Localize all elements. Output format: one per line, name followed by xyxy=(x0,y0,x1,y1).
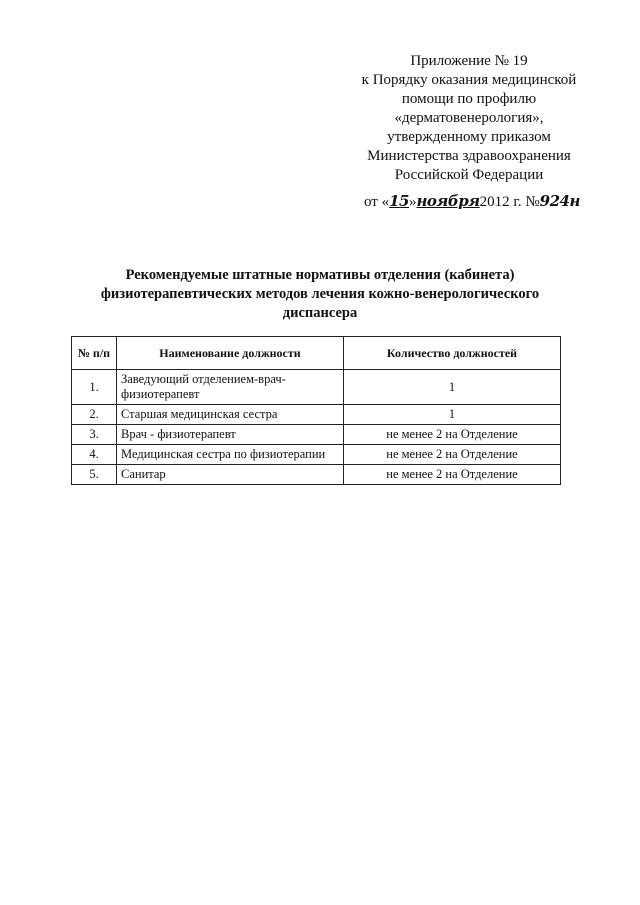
appendix-header xyxy=(340,52,598,185)
header-qty: Количество должностей xyxy=(344,337,561,370)
row-name: Медицинская сестра по физиотерапии xyxy=(117,445,344,465)
table-row xyxy=(72,425,561,445)
row-name: Санитар xyxy=(117,465,344,485)
table-row xyxy=(72,405,561,425)
title-line: физиотерапевтических методов лечения кожно-венерологического xyxy=(100,286,540,302)
order-date-number xyxy=(364,192,614,211)
header-name: Наименование должности xyxy=(117,337,344,370)
row-qty: не менее 2 на Отделение xyxy=(344,425,561,445)
row-name: Старшая медицинская сестра xyxy=(117,405,344,425)
appendix-line: Российской Федерации xyxy=(394,167,544,183)
appendix-line: «дерматовенерология», xyxy=(394,110,544,126)
table-row xyxy=(72,465,561,485)
row-qty: не менее 2 на Отделение xyxy=(344,445,561,465)
table-header-row xyxy=(72,337,561,370)
row-num: 2. xyxy=(72,405,117,425)
appendix-line: к Порядку оказания медицинской xyxy=(361,72,577,88)
title-line: диспансера xyxy=(282,305,358,321)
document-title xyxy=(70,266,570,323)
row-num: 5. xyxy=(72,465,117,485)
order-year: 2012 г. № xyxy=(479,194,540,210)
row-name: Заведующий отделением-врач-физиотерапевт xyxy=(117,370,344,405)
header-num: № п/п xyxy=(72,337,117,370)
appendix-line: утвержденному приказом xyxy=(387,129,551,145)
appendix-line: Приложение № 19 xyxy=(410,53,528,69)
row-qty: 1 xyxy=(344,370,561,405)
appendix-line: помощи по профилю xyxy=(401,91,537,107)
row-num: 3. xyxy=(72,425,117,445)
row-name: Врач - физиотерапевт xyxy=(117,425,344,445)
order-prefix: от « xyxy=(364,194,390,210)
row-qty: 1 xyxy=(344,405,561,425)
row-num: 4. xyxy=(72,445,117,465)
title-line: Рекомендуемые штатные нормативы отделения (кабинета) xyxy=(125,267,515,283)
appendix-line: Министерства здравоохранения xyxy=(367,148,571,164)
table-row xyxy=(72,445,561,465)
row-num: 1. xyxy=(72,370,117,405)
order-day-handwritten: 15 xyxy=(389,192,409,210)
order-month-handwritten: ноября xyxy=(416,192,480,210)
staffing-table xyxy=(71,336,561,485)
order-number-handwritten: 924н xyxy=(539,192,580,210)
order-sep: » xyxy=(408,194,417,210)
row-qty: не менее 2 на Отделение xyxy=(344,465,561,485)
table-row xyxy=(72,370,561,405)
